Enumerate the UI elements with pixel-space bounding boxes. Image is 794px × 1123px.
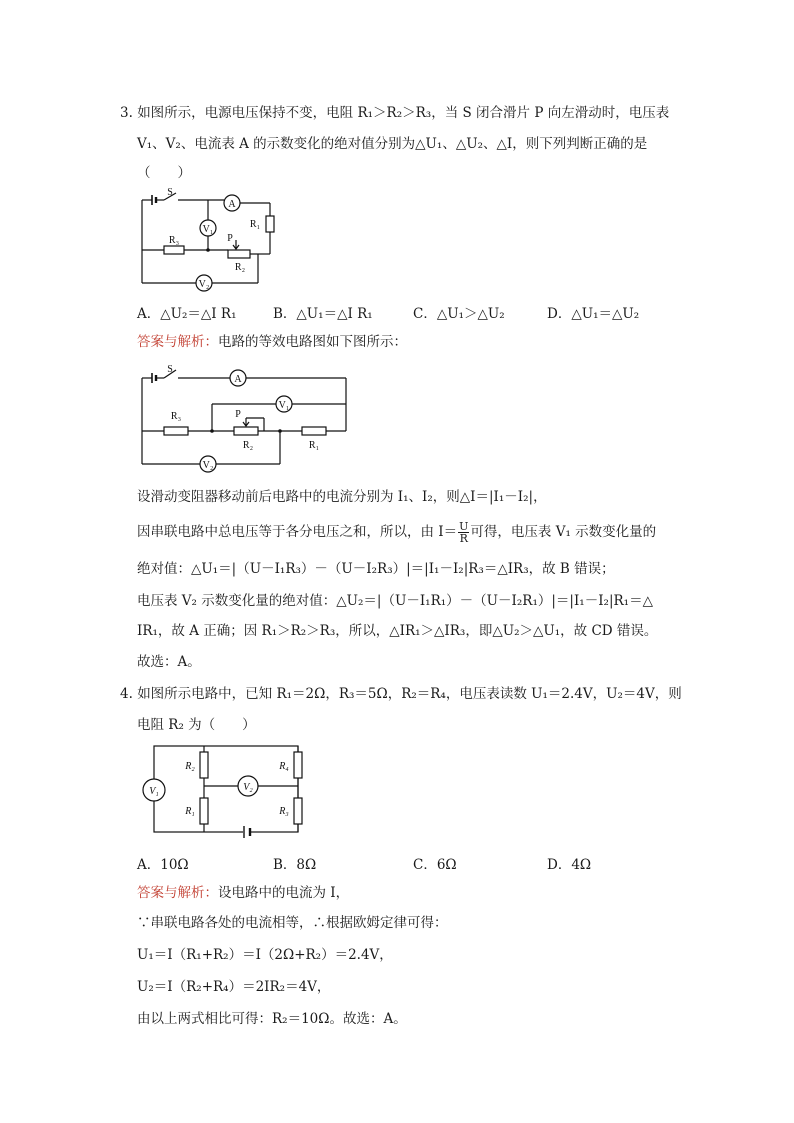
q4-answer-heading: 答案与解析：设电路中的电流为 I， [137, 885, 350, 901]
fig2-p-label: P [235, 409, 241, 420]
fig1-r3-label: R₃ [168, 235, 180, 246]
q3-equivalent-circuit-figure [138, 364, 350, 470]
q3-number: 3. [120, 105, 133, 121]
q4-solution-line2: U₁＝I（R₁+R₂）＝I（2Ω+R₂）＝2.4V， [137, 947, 393, 963]
fig1-switch-label: S [167, 187, 173, 198]
fig3-r2-label: R₂ [185, 761, 195, 772]
fig1-ammeter-label: A [228, 199, 236, 210]
q4-choice-b[interactable]: B．8Ω [273, 857, 317, 873]
fig2-switch-label: S [167, 364, 173, 375]
q3-solution-line3: 绝对值：△U₁＝|（U－I₁R₃）－（U－I₂R₃）|＝|I₁－I₂|R₃＝△IR₃，故 B 错误； [137, 561, 615, 577]
ohms-law-fraction: $\frac{U}{R}$ [459, 520, 469, 545]
q4-solution-line4: 由以上两式相比可得：R₂＝10Ω。故选：A。 [137, 1011, 407, 1027]
fig2-v2-label: V₂ [202, 460, 214, 471]
fig3-r4-label: R₄ [279, 761, 289, 772]
q4-answer-label: 答案与解析： [137, 885, 218, 901]
q3-choice-b[interactable]: B．△U₁＝△I R₁ [273, 306, 373, 322]
q4-stem-line2: 电阻 R₂ 为（ ） [137, 717, 256, 733]
q4-number: 4. [120, 686, 133, 702]
q3-answer-label: 答案与解析： [137, 334, 218, 350]
q3-choice-c[interactable]: C．△U₁＞△U₂ [413, 306, 505, 322]
fig3-v2-label: V₂ [243, 782, 253, 793]
q3-answer-heading: 答案与解析：电路的等效电路图如下图所示： [137, 334, 407, 350]
q3-circuit-figure [138, 188, 288, 292]
fig2-r1-label: R₁ [308, 440, 320, 451]
fig1-r2-label: R₂ [234, 262, 246, 273]
q3-stem-line2: V₁、V₂、电流表 A 的示数变化的绝对值分别为△U₁、△U₂、△I，则下列判断正确的是 [137, 136, 648, 152]
fig2-r3-label: R₃ [170, 411, 182, 422]
q4-choice-c[interactable]: C．6Ω [413, 857, 457, 873]
fig2-ammeter-label: A [234, 374, 242, 385]
fig2-v1-label: V₁ [278, 400, 290, 411]
fig1-r1-label: R₁ [249, 219, 261, 230]
fig1-p-label: P [227, 233, 233, 244]
fig2-r2-label: R₂ [242, 440, 254, 451]
q3-stem-line1: 3. 如图所示，电源电压保持不变，电阻 R₁＞R₂＞R₃，当 S 闭合滑片 P 向左滑动时，电压表 [120, 105, 670, 121]
q4-solution-line1: ∵串联电路各处的电流相等，∴根据欧姆定律可得： [137, 915, 448, 931]
q3-solution-line1: 设滑动变阻器移动前后电路中的电流分别为 I₁、I₂，则△I＝|I₁－I₂|， [137, 489, 547, 505]
fig3-v1-label: V₁ [149, 786, 159, 797]
fig3-r3-label: R₃ [279, 806, 289, 817]
q3-solution-line2: 因串联电路中总电压等于各分电压之和，所以，由 I＝ $\frac{U}{R}$ 可得，电压表 V₁ 示数变化量的 [137, 520, 657, 545]
q4-solution-line3: U₂＝I（R₂+R₄）＝2IR₂＝4V， [137, 979, 331, 995]
q4-choice-d[interactable]: D．4Ω [547, 857, 592, 873]
q3-choice-a[interactable]: A．△U₂＝△I R₁ [137, 306, 237, 322]
q3-stem-line3: （ ） [137, 165, 191, 181]
q3-choice-d[interactable]: D．△U₁＝△U₂ [547, 306, 640, 322]
q4-circuit-figure [134, 742, 314, 842]
fig1-v2-label: V₂ [198, 279, 210, 290]
q3-solution-line4: 电压表 V₂ 示数变化量的绝对值：△U₂＝|（U－I₁R₁）－（U－I₂R₁）|＝|I₁－I₂|R₁＝△ [137, 593, 653, 609]
q3-solution-line5: IR₁，故 A 正确；因 R₁＞R₂＞R₃，所以，△IR₁＞△IR₃，即△U₂＞△U₁，故 CD 错误。 [137, 623, 658, 639]
q4-stem-line1: 4. 如图所示电路中，已知 R₁＝2Ω，R₃＝5Ω，R₂＝R₄，电压表读数 U₁＝2.4V，U₂＝4V，则 [120, 686, 682, 702]
q3-solution-line6: 故选：A。 [137, 654, 201, 670]
q4-choice-a[interactable]: A．10Ω [137, 857, 189, 873]
fig1-v1-label: V₁ [202, 224, 214, 235]
fig3-r1-label: R₁ [185, 806, 195, 817]
